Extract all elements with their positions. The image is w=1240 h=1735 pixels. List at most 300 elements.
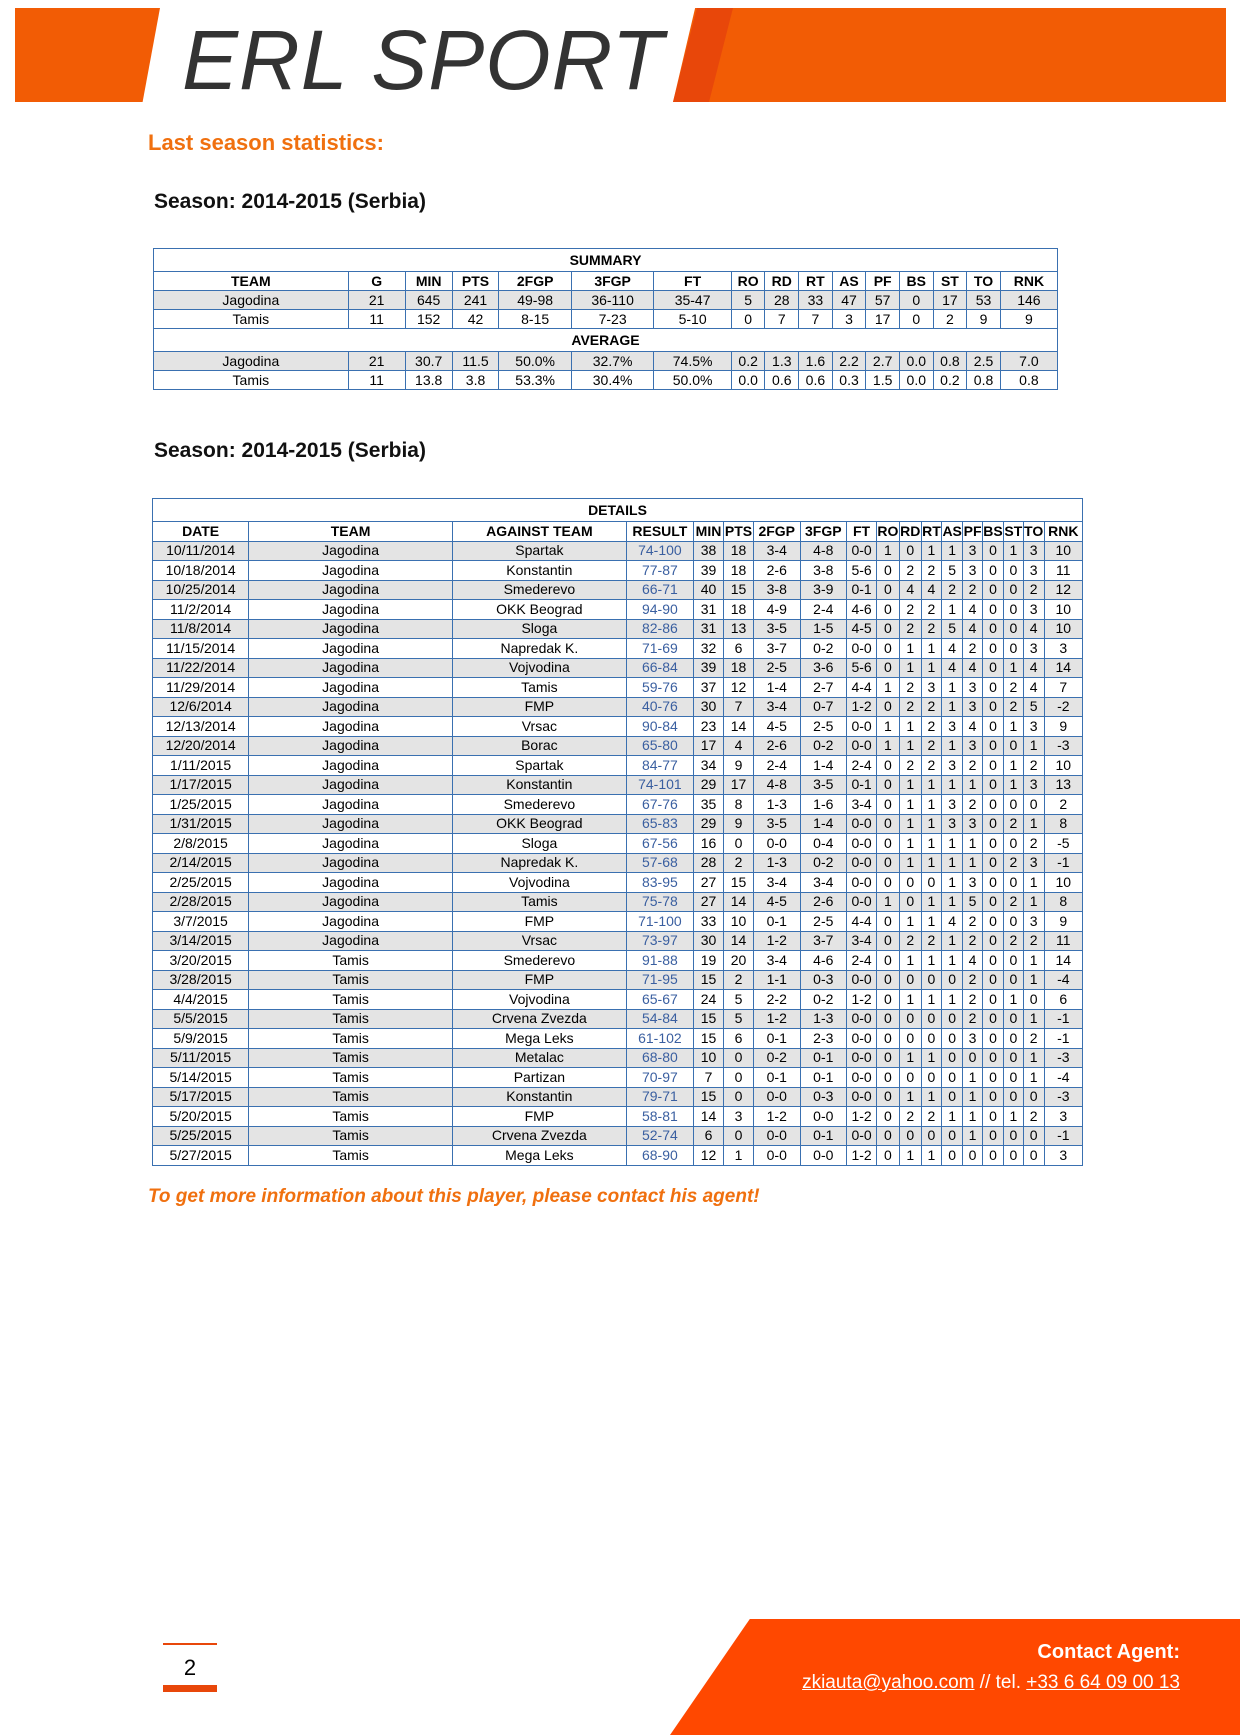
details-cell: 0-2 — [753, 1048, 800, 1068]
details-cell: 0-0 — [847, 892, 877, 912]
details-cell: 0 — [982, 853, 1003, 873]
details-cell: 0 — [877, 951, 900, 971]
details-cell: 0-0 — [847, 1068, 877, 1088]
details-cell: 0 — [942, 1029, 963, 1049]
details-header-min: MIN — [694, 522, 724, 542]
details-cell: 5 — [723, 1009, 753, 1029]
details-cell: Jagodina — [249, 873, 453, 893]
details-cell: 37 — [694, 678, 724, 698]
details-cell: Smederevo — [452, 795, 626, 815]
details-header-team: TEAM — [249, 522, 453, 542]
average-cell: 1.5 — [866, 371, 900, 390]
details-cell: 0 — [1023, 990, 1044, 1010]
details-cell: 3 — [1023, 775, 1044, 795]
details-cell: 32 — [694, 639, 724, 659]
details-cell: 3-5 — [753, 814, 800, 834]
summary-cell: 36-110 — [571, 291, 654, 310]
details-cell: 5-6 — [847, 658, 877, 678]
details-row — [153, 697, 1083, 717]
details-cell: 1 — [942, 931, 963, 951]
details-cell: 0-0 — [847, 1126, 877, 1146]
details-cell: 3-9 — [800, 580, 847, 600]
details-cell: 1 — [899, 990, 921, 1010]
summary-cell: Tamis — [154, 310, 349, 329]
contact-agent-title: Contact Agent: — [1037, 1641, 1180, 1663]
details-cell: 1 — [899, 795, 921, 815]
details-cell: 0-1 — [847, 775, 877, 795]
details-cell: 14 — [723, 892, 753, 912]
summary-cell: 53 — [967, 291, 1001, 310]
details-row — [153, 1107, 1083, 1127]
details-cell: 1 — [942, 951, 963, 971]
details-cell: -4 — [1044, 970, 1082, 990]
summary-cell: 17 — [933, 291, 967, 310]
details-cell: 3-4 — [847, 795, 877, 815]
details-cell: 74-101 — [626, 775, 693, 795]
details-cell: 2 — [963, 931, 983, 951]
details-cell: 1 — [963, 834, 983, 854]
details-cell: 1 — [942, 1107, 963, 1127]
details-cell: 5/5/2015 — [153, 1009, 249, 1029]
details-cell: OKK Beograd — [452, 814, 626, 834]
average-cell: 0.6 — [765, 371, 799, 390]
details-cell: 1 — [899, 853, 921, 873]
details-cell: 3-7 — [753, 639, 800, 659]
details-cell: 1-4 — [753, 678, 800, 698]
details-cell: 67-56 — [626, 834, 693, 854]
details-cell: 0-0 — [847, 1087, 877, 1107]
details-cell: 1 — [899, 717, 921, 737]
details-cell: 3 — [1023, 717, 1044, 737]
details-cell: 4/4/2015 — [153, 990, 249, 1010]
details-cell: 2 — [1023, 580, 1044, 600]
details-cell: Borac — [452, 736, 626, 756]
details-cell: 0 — [982, 912, 1003, 932]
average-cell: 50.0% — [499, 352, 571, 371]
details-cell: 0 — [982, 1009, 1003, 1029]
average-cell: 53.3% — [499, 371, 571, 390]
details-cell: 68-80 — [626, 1048, 693, 1068]
details-header-2fgp: 2FGP — [753, 522, 800, 542]
details-cell: 9 — [723, 756, 753, 776]
details-cell: Vojvodina — [452, 873, 626, 893]
details-cell: 5/20/2015 — [153, 1107, 249, 1127]
details-cell: 0 — [877, 1146, 900, 1166]
details-cell: 0 — [982, 873, 1003, 893]
details-cell: 3/7/2015 — [153, 912, 249, 932]
details-cell: 54-84 — [626, 1009, 693, 1029]
details-cell: 18 — [723, 600, 753, 620]
average-cell: 2.2 — [832, 352, 866, 371]
details-cell: 0 — [723, 1048, 753, 1068]
details-cell: 0-0 — [847, 717, 877, 737]
details-cell: 3/28/2015 — [153, 970, 249, 990]
details-cell: 0 — [982, 951, 1003, 971]
details-cell: 3 — [1023, 853, 1044, 873]
details-cell: 19 — [694, 951, 724, 971]
details-cell: 0 — [877, 1048, 900, 1068]
average-title: AVERAGE — [154, 329, 1058, 352]
summary-cell: 0 — [899, 310, 933, 329]
details-cell: 3 — [921, 678, 941, 698]
details-cell: 2-4 — [847, 951, 877, 971]
details-cell: FMP — [452, 1107, 626, 1127]
details-cell: 3/20/2015 — [153, 951, 249, 971]
details-cell: 0 — [877, 697, 900, 717]
details-cell: 0 — [982, 1126, 1003, 1146]
details-cell: 0-0 — [847, 873, 877, 893]
details-cell: 12 — [723, 678, 753, 698]
details-cell: 0 — [877, 873, 900, 893]
details-cell: 71-100 — [626, 912, 693, 932]
agent-email-link[interactable]: zkiauta@yahoo.com — [802, 1672, 975, 1693]
details-cell: 3 — [1044, 1107, 1082, 1127]
details-cell: 1 — [899, 834, 921, 854]
details-cell: 0 — [877, 931, 900, 951]
details-cell: 3 — [963, 1029, 983, 1049]
details-row — [153, 1146, 1083, 1166]
details-cell: 0 — [942, 1126, 963, 1146]
details-cell: 0 — [1004, 1087, 1024, 1107]
details-cell: 1-2 — [847, 697, 877, 717]
details-cell: Crvena Zvezda — [452, 1009, 626, 1029]
details-cell: 0-0 — [847, 834, 877, 854]
details-cell: Konstantin — [452, 561, 626, 581]
details-cell: 1 — [899, 736, 921, 756]
average-cell: 7.0 — [1000, 352, 1057, 371]
details-cell: 33 — [694, 912, 724, 932]
average-cell: 30.4% — [571, 371, 654, 390]
details-cell: 0 — [982, 697, 1003, 717]
details-cell: 66-71 — [626, 580, 693, 600]
details-row — [153, 717, 1083, 737]
details-cell: 59-76 — [626, 678, 693, 698]
details-cell: 1-5 — [800, 619, 847, 639]
details-cell: 10 — [1044, 541, 1082, 561]
average-cell: 74.5% — [654, 352, 731, 371]
details-cell: 3-4 — [753, 873, 800, 893]
details-cell: 0 — [982, 990, 1003, 1010]
details-cell: Tamis — [249, 990, 453, 1010]
details-cell: 2 — [921, 756, 941, 776]
details-cell: 0-3 — [800, 1087, 847, 1107]
average-cell: 1.6 — [799, 352, 833, 371]
details-cell: Jagodina — [249, 697, 453, 717]
details-cell: 1 — [1023, 970, 1044, 990]
details-cell: 0-1 — [847, 580, 877, 600]
details-header-pts: PTS — [723, 522, 753, 542]
details-cell: Vojvodina — [452, 990, 626, 1010]
details-cell: 4 — [1023, 619, 1044, 639]
details-cell: 0 — [982, 775, 1003, 795]
details-cell: 3-4 — [847, 931, 877, 951]
details-cell: 57-68 — [626, 853, 693, 873]
details-cell: 1 — [1004, 990, 1024, 1010]
details-cell: Spartak — [452, 756, 626, 776]
details-cell: 4 — [1023, 658, 1044, 678]
details-cell: 1-4 — [800, 756, 847, 776]
details-cell: 15 — [723, 873, 753, 893]
details-cell: -5 — [1044, 834, 1082, 854]
details-cell: 0 — [982, 931, 1003, 951]
details-row — [153, 1068, 1083, 1088]
details-cell: 2 — [1004, 678, 1024, 698]
details-cell: 5/17/2015 — [153, 1087, 249, 1107]
details-cell: 1-2 — [753, 1107, 800, 1127]
details-cell: 0-1 — [800, 1048, 847, 1068]
details-cell: 0 — [877, 1107, 900, 1127]
details-cell: 0-3 — [800, 970, 847, 990]
details-cell: 0 — [921, 970, 941, 990]
details-cell: 1 — [899, 658, 921, 678]
details-cell: 77-87 — [626, 561, 693, 581]
details-cell: 1 — [877, 892, 900, 912]
details-cell: 4 — [963, 619, 983, 639]
details-cell: 3 — [1023, 639, 1044, 659]
details-cell: Jagodina — [249, 834, 453, 854]
details-cell: 4 — [723, 736, 753, 756]
details-cell: 0 — [982, 1029, 1003, 1049]
average-cell: 0.8 — [1000, 371, 1057, 390]
details-cell: 1 — [899, 775, 921, 795]
summary-cell: 7 — [799, 310, 833, 329]
details-cell: 3-5 — [800, 775, 847, 795]
details-cell: Jagodina — [249, 717, 453, 737]
details-row — [153, 990, 1083, 1010]
details-cell: 0-4 — [800, 834, 847, 854]
details-cell: 0-0 — [847, 541, 877, 561]
details-cell: 2-5 — [800, 912, 847, 932]
details-cell: Mega Leks — [452, 1146, 626, 1166]
details-cell: 0 — [982, 1087, 1003, 1107]
details-cell: 0 — [877, 756, 900, 776]
details-cell: 70-97 — [626, 1068, 693, 1088]
details-cell: 0 — [877, 853, 900, 873]
details-cell: 5 — [723, 990, 753, 1010]
details-cell: 11/2/2014 — [153, 600, 249, 620]
details-cell: 0 — [877, 834, 900, 854]
details-cell: 3 — [723, 1107, 753, 1127]
details-header-pf: PF — [963, 522, 983, 542]
details-cell: 4 — [899, 580, 921, 600]
summary-cell: 17 — [866, 310, 900, 329]
details-cell: 0 — [1004, 795, 1024, 815]
details-cell: 4 — [942, 639, 963, 659]
details-cell: 52-74 — [626, 1126, 693, 1146]
details-cell: 1 — [1023, 1009, 1044, 1029]
summary-cell: 49-98 — [499, 291, 571, 310]
details-cell: 3 — [963, 541, 983, 561]
details-cell: 0 — [877, 619, 900, 639]
details-cell: 4-6 — [800, 951, 847, 971]
details-cell: 5/11/2015 — [153, 1048, 249, 1068]
details-cell: 1 — [899, 639, 921, 659]
details-cell: 1 — [1004, 1107, 1024, 1127]
details-cell: 0 — [899, 1009, 921, 1029]
details-header-bs: BS — [982, 522, 1003, 542]
details-cell: 0 — [899, 541, 921, 561]
summary-cell: 146 — [1000, 291, 1057, 310]
details-cell: 0 — [942, 1068, 963, 1088]
details-header-rnk: RNK — [1044, 522, 1082, 542]
details-cell: 1 — [1023, 892, 1044, 912]
details-cell: 2 — [723, 970, 753, 990]
average-cell: 11.5 — [452, 352, 499, 371]
details-row — [153, 873, 1083, 893]
summary-header-2fgp: 2FGP — [499, 272, 571, 291]
details-row — [153, 600, 1083, 620]
details-cell: 2 — [963, 1009, 983, 1029]
details-cell: 3 — [1044, 639, 1082, 659]
details-cell: 1-3 — [753, 853, 800, 873]
details-cell: 2 — [899, 756, 921, 776]
details-cell: 2 — [921, 1107, 941, 1127]
details-cell: 2 — [921, 561, 941, 581]
details-cell: Tamis — [249, 1107, 453, 1127]
details-cell: 4-6 — [847, 600, 877, 620]
details-cell: 3 — [1023, 541, 1044, 561]
details-cell: 12/20/2014 — [153, 736, 249, 756]
average-cell: 0.3 — [832, 371, 866, 390]
details-cell: 0 — [877, 1068, 900, 1088]
details-cell: 0 — [982, 736, 1003, 756]
summary-header-st: ST — [933, 272, 967, 291]
details-cell: 61-102 — [626, 1029, 693, 1049]
page-number: 2 — [183, 1655, 197, 1680]
details-cell: 0 — [1023, 795, 1044, 815]
details-cell: 0-0 — [753, 1087, 800, 1107]
average-cell: 0.0 — [899, 352, 933, 371]
details-cell: 0 — [877, 1029, 900, 1049]
details-cell: 3 — [1023, 561, 1044, 581]
details-cell: 1/25/2015 — [153, 795, 249, 815]
details-cell: 79-71 — [626, 1087, 693, 1107]
details-row — [153, 1087, 1083, 1107]
details-cell: 1 — [1023, 1068, 1044, 1088]
details-cell: 1 — [921, 1087, 941, 1107]
details-cell: 18 — [723, 541, 753, 561]
details-cell: 0 — [1004, 580, 1024, 600]
details-cell: 0 — [921, 1068, 941, 1088]
details-header-against team: AGAINST TEAM — [452, 522, 626, 542]
details-cell: 2 — [1004, 853, 1024, 873]
details-cell: 0 — [1023, 1146, 1044, 1166]
details-header-date: DATE — [153, 522, 249, 542]
details-cell: 1-2 — [753, 931, 800, 951]
details-cell: 0 — [982, 600, 1003, 620]
average-cell: 2.7 — [866, 352, 900, 371]
details-cell: 0 — [899, 1068, 921, 1088]
details-header-row — [153, 522, 1083, 542]
summary-cell: 3 — [832, 310, 866, 329]
details-cell: 0 — [982, 795, 1003, 815]
details-cell: 0-2 — [800, 853, 847, 873]
details-cell: 10 — [694, 1048, 724, 1068]
details-cell: 0 — [942, 1087, 963, 1107]
details-cell: Jagodina — [249, 775, 453, 795]
details-cell: 1/17/2015 — [153, 775, 249, 795]
details-cell: 15 — [694, 1029, 724, 1049]
details-cell: 0 — [723, 1126, 753, 1146]
details-cell: 39 — [694, 561, 724, 581]
details-cell: 0 — [982, 619, 1003, 639]
average-body — [154, 352, 1058, 390]
details-cell: 0 — [877, 580, 900, 600]
details-title: DETAILS — [153, 499, 1083, 522]
agent-phone-link[interactable]: +33 6 64 09 00 13 — [1026, 1672, 1180, 1693]
details-cell: 10 — [1044, 756, 1082, 776]
details-cell: -1 — [1044, 1009, 1082, 1029]
summary-cell: 2 — [933, 310, 967, 329]
details-cell: 0 — [723, 1087, 753, 1107]
details-cell: 2 — [921, 717, 941, 737]
details-cell: 0-0 — [847, 970, 877, 990]
details-cell: 38 — [694, 541, 724, 561]
details-cell: 2 — [921, 600, 941, 620]
details-cell: Jagodina — [249, 795, 453, 815]
summary-cell: 9 — [1000, 310, 1057, 329]
details-cell: Tamis — [249, 1029, 453, 1049]
details-cell: 0 — [899, 873, 921, 893]
details-cell: Jagodina — [249, 756, 453, 776]
brand-logo-text: ERL SPORT — [182, 13, 665, 107]
details-cell: 75-78 — [626, 892, 693, 912]
details-cell: 2 — [1004, 697, 1024, 717]
details-cell: 0-0 — [800, 1146, 847, 1166]
details-cell: 1 — [942, 892, 963, 912]
details-cell: 11/8/2014 — [153, 619, 249, 639]
details-cell: 0-1 — [800, 1068, 847, 1088]
details-cell: FMP — [452, 970, 626, 990]
details-cell: 8 — [723, 795, 753, 815]
summary-cell: 47 — [832, 291, 866, 310]
details-cell: 0-0 — [847, 1009, 877, 1029]
details-cell: 2 — [899, 619, 921, 639]
details-cell: 1 — [921, 912, 941, 932]
details-cell: 31 — [694, 600, 724, 620]
contact-separator: // tel. — [974, 1672, 1027, 1693]
details-cell: 0 — [963, 1048, 983, 1068]
details-cell: 34 — [694, 756, 724, 776]
details-cell: 1 — [921, 775, 941, 795]
details-cell: 0-1 — [753, 912, 800, 932]
average-cell: 0.8 — [967, 371, 1001, 390]
details-cell: 90-84 — [626, 717, 693, 737]
details-cell: 16 — [694, 834, 724, 854]
details-cell: 1-4 — [800, 814, 847, 834]
details-cell: Smederevo — [452, 951, 626, 971]
details-cell: 1 — [1004, 541, 1024, 561]
details-cell: Napredak K. — [452, 639, 626, 659]
details-cell: 68-90 — [626, 1146, 693, 1166]
details-cell: 1 — [921, 1146, 941, 1166]
details-cell: 2-6 — [753, 736, 800, 756]
details-cell: 0 — [1004, 1126, 1024, 1146]
details-cell: 40-76 — [626, 697, 693, 717]
details-cell: 1 — [921, 814, 941, 834]
details-cell: 0 — [982, 717, 1003, 737]
details-cell: 2 — [942, 580, 963, 600]
page-number-bar — [163, 1685, 217, 1692]
details-cell: 7 — [694, 1068, 724, 1088]
details-row — [153, 580, 1083, 600]
details-cell: 3 — [942, 814, 963, 834]
details-cell: 1 — [942, 600, 963, 620]
details-cell: -3 — [1044, 736, 1082, 756]
details-cell: 0 — [942, 1048, 963, 1068]
details-cell: 13 — [1044, 775, 1082, 795]
details-cell: 1 — [963, 1068, 983, 1088]
